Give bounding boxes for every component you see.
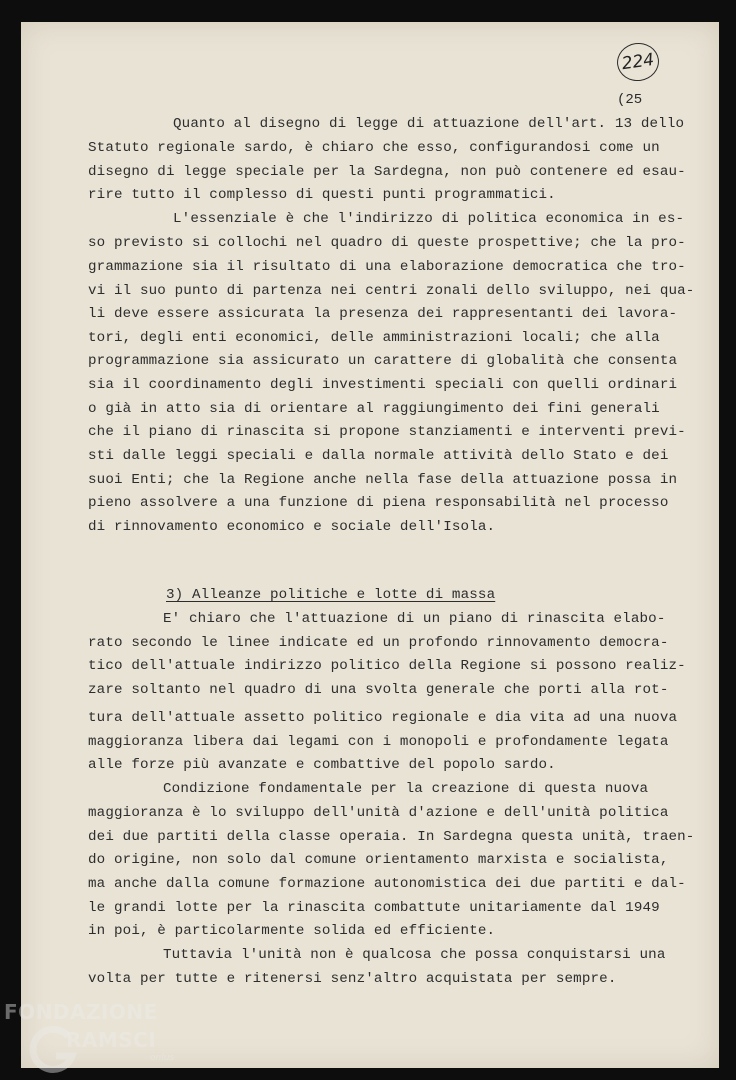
text-line: tico dell'attuale indirizzo politico della Regione si possono realiz- [88, 658, 686, 674]
watermark-line2: RAMSCI [66, 1028, 157, 1052]
text-line: volta per tutte e ritenersi senz'altro acquistata per sempre. [88, 971, 617, 987]
text-line: E' chiaro che l'attuazione di un piano di rinascita elabo- [163, 611, 666, 627]
text-line: le grandi lotte per la rinascita combattute unitariamente dal 1949 [88, 900, 660, 916]
text-line: do origine, non solo dal comune orientamento marxista e socialista, [88, 852, 669, 868]
text-line: pieno assolvere a una funzione di piena responsabilità nel processo [88, 495, 669, 511]
text-line: zare soltanto nel quadro di una svolta generale che porti alla rot- [88, 682, 669, 698]
text-line: maggioranza libera dai legami con i monopoli e profondamente legata [88, 734, 669, 750]
text-line: alle forze più avanzate e combattive del popolo sardo. [88, 757, 556, 773]
text-line: sti dalle leggi speciali e dalla normale attività dello Stato e dei [88, 448, 669, 464]
text-line: vi il suo punto di partenza nei centri zonali dello sviluppo, nei qua- [88, 283, 695, 299]
text-line: rire tutto il complesso di questi punti programmatici. [88, 187, 556, 203]
text-line: so previsto si collochi nel quadro di queste prospettive; che la pro- [88, 235, 686, 251]
text-line: maggioranza è lo sviluppo dell'unità d'azione e dell'unità politica [88, 805, 669, 821]
text-line: sia il coordinamento degli investimenti speciali con quelli ordinari [88, 377, 678, 393]
text-line: grammazione sia il risultato di una elaborazione democratica che tro- [88, 259, 686, 275]
text-line: L'essenziale è che l'indirizzo di politica economica in es- [173, 211, 685, 227]
text-line: rato secondo le linee indicate ed un profondo rinnovamento democra- [88, 635, 669, 651]
text-line: o già in atto sia di orientare al raggiungimento dei fini generali [88, 401, 660, 417]
text-line: Condizione fondamentale per la creazione di questa nuova [163, 781, 649, 797]
watermark-line3: onlus [150, 1053, 175, 1063]
text-line: di rinnovamento economico e sociale dell'Isola. [88, 519, 496, 535]
text-line: tori, degli enti economici, delle amministrazioni locali; che alla [88, 330, 660, 346]
text-line: ma anche dalla comune formazione autonomistica dei due partiti e dal- [88, 876, 686, 892]
text-line: Statuto regionale sardo, è chiaro che esso, configurandosi come un [88, 140, 660, 156]
text-line: disegno di legge speciale per la Sardegna, non può contenere ed esau- [88, 164, 686, 180]
stamp-number: 224 [620, 49, 656, 75]
page-number: (25 [617, 92, 643, 108]
text-line: li deve essere assicurata la presenza dei rappresentanti dei lavora- [88, 306, 678, 322]
text-line: in poi, è particolarmente solida ed efficiente. [88, 923, 496, 939]
text-line: Quanto al disegno di legge di attuazione dell'art. 13 dello [173, 116, 685, 132]
text-line: suoi Enti; che la Regione anche nella fase della attuazione possa in [88, 472, 678, 488]
fondazione-gramsci-watermark [4, 1000, 204, 1078]
text-line: programmazione sia assicurato un carattere di globalità che consenta [88, 353, 678, 369]
section-heading: 3) Alleanze politiche e lotte di massa [166, 587, 496, 603]
watermark-line1: FONDAZIONE [4, 1000, 158, 1024]
text-line: Tuttavia l'unità non è qualcosa che possa conquistarsi una [163, 947, 666, 963]
text-line: che il piano di rinascita si propone stanziamenti e interventi previ- [88, 424, 686, 440]
text-line: tura dell'attuale assetto politico regionale e dia vita ad una nuova [88, 710, 678, 726]
text-line: dei due partiti della classe operaia. In Sardegna questa unità, traen- [88, 829, 695, 845]
